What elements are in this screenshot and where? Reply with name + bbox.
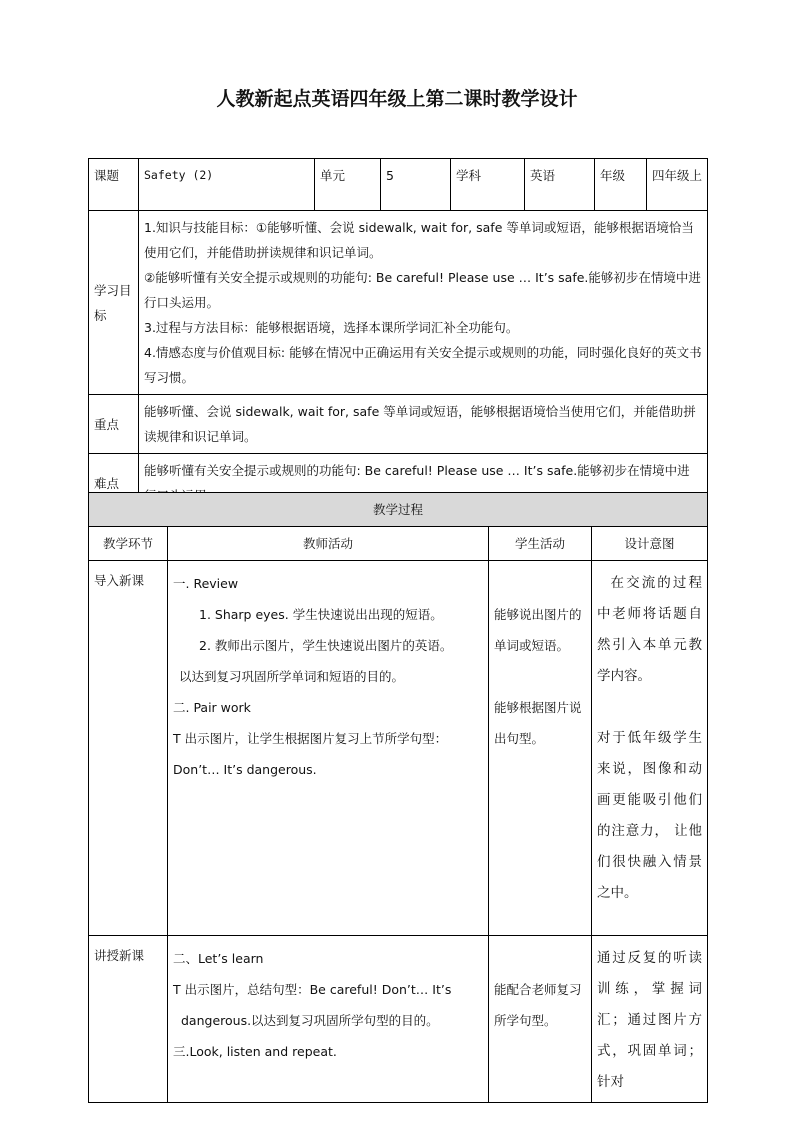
teacher-line: T 出示图片，总结句型：Be careful! Don’t… It’s: [173, 982, 452, 997]
teacher-line: 以达到复习巩固所学单词和短语的目的。: [179, 669, 405, 684]
objective-line: 1.知识与技能目标：①能够听懂、会说 sidewalk, wait for, safe 等单词或短语，能够根据语境恰当使用它们，并能借助拼读规律和识记单词。: [144, 220, 694, 260]
intent-line: 在交流的过程中老师将话题自然引入本单元教学内容。: [597, 575, 703, 684]
teacher-line: 三.Look, listen and repeat.: [173, 1044, 337, 1059]
design-intent-cell: [592, 561, 708, 936]
key-points-label: 重点: [89, 395, 139, 454]
column-header: 教师活动: [168, 527, 489, 561]
objectives-label: 学习目标: [89, 211, 139, 395]
design-intent-cell: [592, 936, 708, 1103]
unit-label: 单元: [315, 159, 381, 211]
teacher-line: 1. Sharp eyes. 学生快速说出出现的短语。: [199, 607, 443, 622]
column-header: 设计意图: [592, 527, 708, 561]
teacher-line: 二. Pair work: [173, 700, 251, 715]
subject-label: 学科: [451, 159, 525, 211]
objective-line: 3.过程与方法目标：能够根据语境，选择本课所学词汇补全功能句。: [144, 320, 519, 335]
student-activity-cell: [489, 561, 592, 936]
teaching-process-table: [88, 492, 708, 1103]
difficulties-text: 能够听懂有关安全提示或规则的功能句: Be careful! Please use … It’s safe.能够初步在情境中进: [139, 454, 708, 513]
intent-line: 通过反复的听读训练，掌握词汇；通过图片方式，巩固单词；针对: [597, 950, 703, 1090]
teacher-line: 2. 教师出示图片，学生快速说出图片的英语。: [199, 638, 453, 653]
student-line: 能够说出图片的单词或短语。: [494, 607, 582, 653]
teacher-line: T 出示图片，让学生根据图片复习上节所学句型：: [173, 731, 448, 746]
teacher-activity-cell: [168, 936, 489, 1103]
student-activity-cell: [489, 936, 592, 1103]
teacher-line: 二、Let’s learn: [173, 951, 264, 966]
teacher-line: dangerous.以达到复习巩固所学句型的目的。: [181, 1013, 439, 1028]
lesson-label: 课题: [89, 159, 139, 211]
unit-value: 5: [381, 159, 451, 211]
column-header: 教学环节: [89, 527, 168, 561]
objectives-content: [139, 211, 708, 395]
lesson-value: Safety (2): [139, 159, 315, 211]
student-line: 能够根据图片说出句型。: [494, 700, 582, 746]
difficulties-label: 难点: [89, 454, 139, 513]
grade-label: 年级: [595, 159, 647, 211]
key-points-text: 能够听懂、会说 sidewalk, wait for, safe 等单词或短语，能够根据语境恰当使用它们，并能借助拼读规律和识记单词。: [139, 395, 708, 454]
teacher-line: Don’t… It’s dangerous.: [173, 762, 317, 777]
objective-line: 4.情感态度与价值观目标: 能够在情况中正确运用有关安全提示或规则的功能，同时强化良好的英文书写习惯。: [144, 345, 702, 385]
teacher-line: 一. Review: [173, 576, 239, 591]
table-row: [89, 561, 708, 936]
teacher-activity-cell: [168, 561, 489, 936]
table-row: [89, 936, 708, 1103]
stage-cell: 导入新课: [89, 561, 168, 936]
lesson-info-table: [88, 158, 708, 513]
objective-line: ②能够听懂有关安全提示或规则的功能句: Be careful! Please use … It’s safe.能够初步在情境中进行口头运用。: [144, 270, 701, 310]
document-title: 人教新起点英语四年级上第二课时教学设计: [216, 88, 578, 110]
stage-cell: 讲授新课: [89, 936, 168, 1103]
column-header: 学生活动: [489, 527, 592, 561]
student-line: 能配合老师复习所学句型。: [494, 982, 582, 1028]
grade-value: 四年级上: [647, 159, 708, 211]
intent-line: 对于低年级学生来说，图像和动画更能吸引他们的注意力， 让他们很快融入情景之中。: [597, 730, 703, 901]
process-title: 教学过程: [89, 493, 708, 527]
subject-value: 英语: [525, 159, 595, 211]
